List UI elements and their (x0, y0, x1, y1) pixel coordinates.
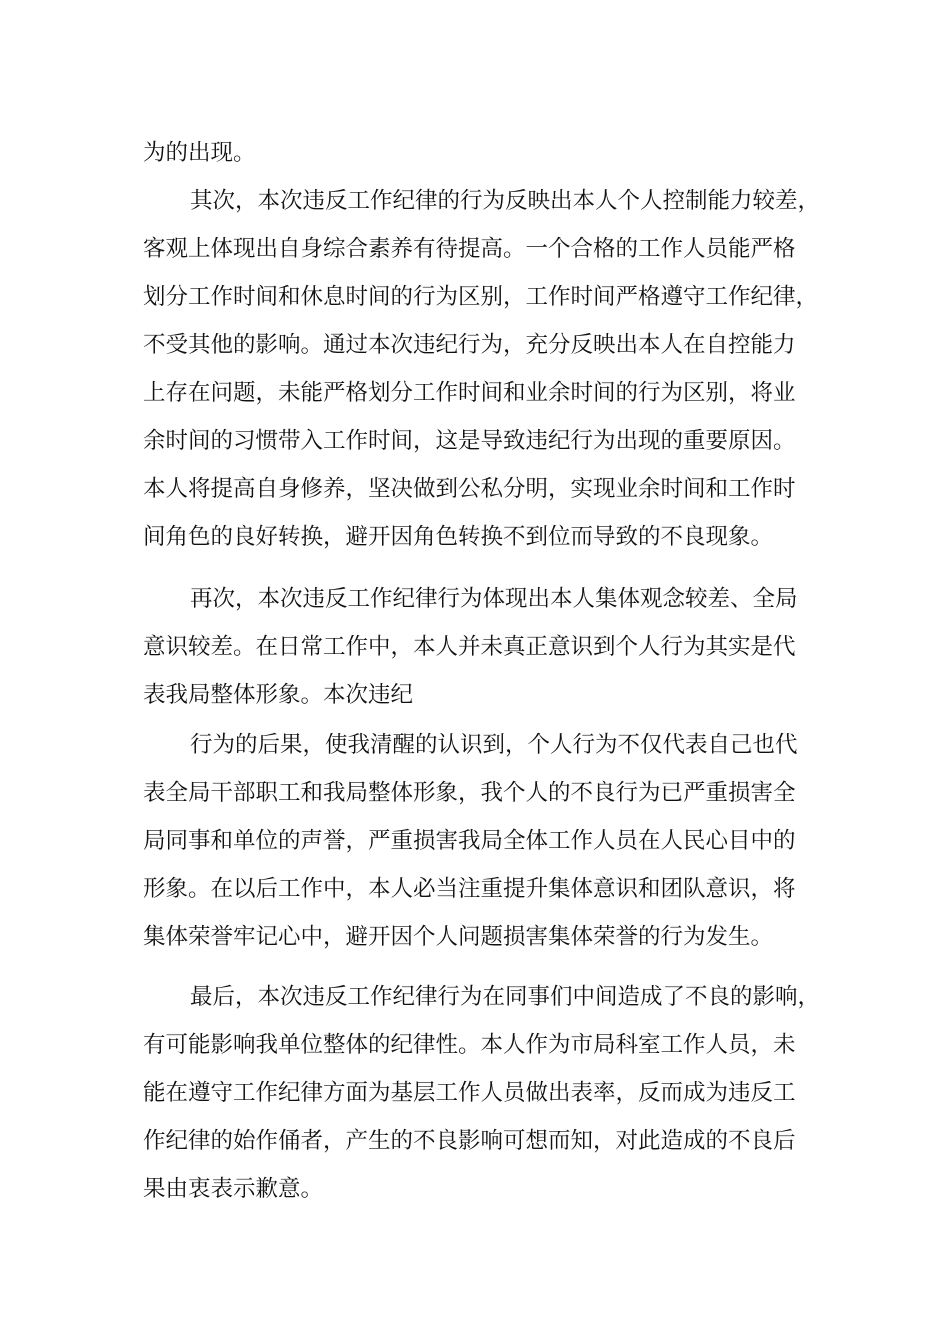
text-line: 上存在问题，未能严格划分工作时间和业余时间的行为区别，将业 (143, 380, 796, 406)
text-line: 表我局整体形象。本次违纪 (143, 682, 414, 708)
text-line: 作纪律的始作俑者，产生的不良影响可想而知，对此造成的不良后 (143, 1128, 796, 1154)
text-line: 余时间的习惯带入工作时间，这是导致违纪行为出现的重要原因。 (143, 428, 796, 454)
paragraph-first-line: 再次，本次违反工作纪律行为体现出本人集体观念较差、全局 (190, 586, 798, 612)
text-line: 客观上体现出自身综合素养有待提高。一个合格的工作人员能严格 (143, 236, 796, 262)
paragraph-first-line: 其次，本次违反工作纪律的行为反映出本人个人控制能力较差， (190, 188, 821, 214)
text-line: 间角色的良好转换，避开因角色转换不到位而导致的不良现象。 (143, 524, 774, 550)
text-line: 集体荣誉牢记心中，避开因个人问题损害集体荣誉的行为发生。 (143, 924, 774, 950)
paragraph-first-line: 行为的后果，使我清醒的认识到，个人行为不仅代表自己也代 (190, 732, 798, 758)
text-line: 形象。在以后工作中，本人必当注重提升集体意识和团队意识，将 (143, 876, 796, 902)
text-line: 能在遵守工作纪律方面为基层工作人员做出表率，反而成为违反工 (143, 1080, 796, 1106)
paragraph-first-line: 最后，本次违反工作纪律行为在同事们中间造成了不良的影响， (190, 984, 821, 1010)
text-line: 局同事和单位的声誉，严重损害我局全体工作人员在人民心目中的 (143, 828, 796, 854)
text-line: 有可能影响我单位整体的纪律性。本人作为市局科室工作人员，未 (143, 1032, 796, 1058)
text-line: 果由衷表示歉意。 (143, 1176, 324, 1202)
text-line: 本人将提高自身修养，坚决做到公私分明，实现业余时间和工作时 (143, 476, 796, 502)
text-line: 为的出现。 (143, 140, 256, 166)
text-line: 意识较差。在日常工作中，本人并未真正意识到个人行为其实是代 (143, 634, 796, 660)
text-line: 不受其他的影响。通过本次违纪行为，充分反映出本人在自控能力 (143, 332, 796, 358)
text-line: 划分工作时间和休息时间的行为区别，工作时间严格遵守工作纪律， (143, 284, 819, 310)
text-line: 表全局干部职工和我局整体形象，我个人的不良行为已严重损害全 (143, 780, 796, 806)
